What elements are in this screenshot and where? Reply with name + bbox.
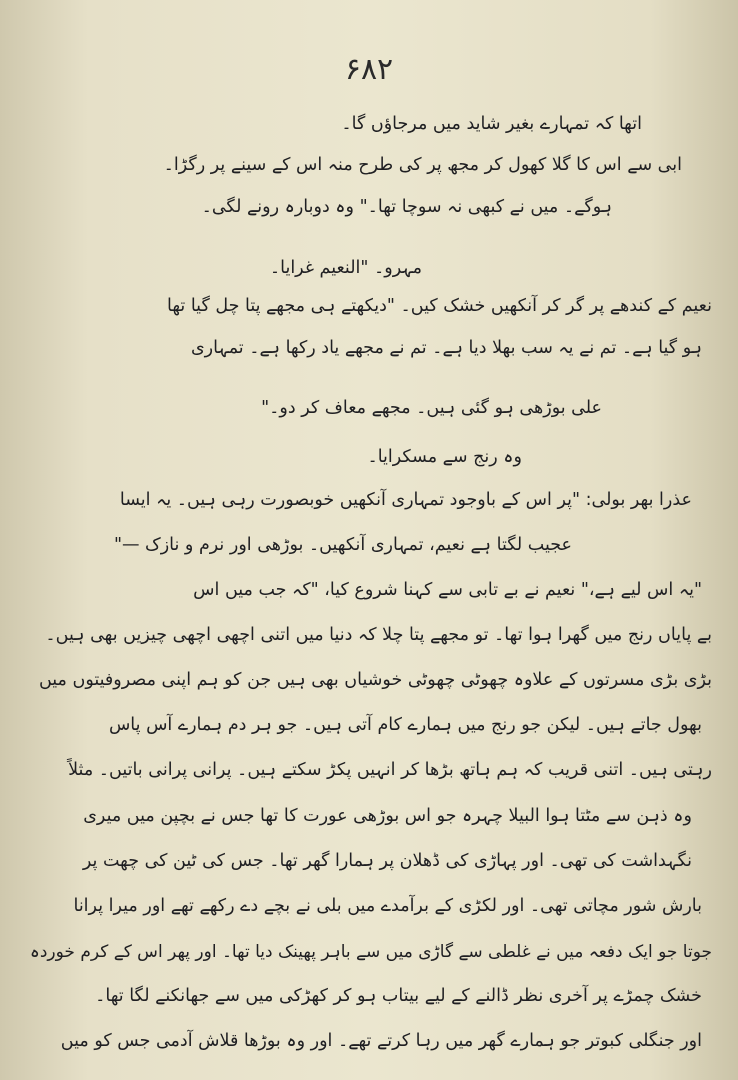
text-line: نعیم کے کندھے پر گر کر آنکھیں خشک کیں۔ "دیکھتے ہی مجھے پتا چل گیا تھا	[167, 296, 712, 316]
text-line: بے پایاں رنج میں گھرا ہوا تھا۔ تو مجھے پتا چلا کہ دنیا میں اتنی اچھی اچھی چیزیں بھی ہیں۔	[45, 625, 712, 645]
text-line: ہوگے۔ میں نے کبھی نہ سوچا تھا۔" وہ دوبارہ رونے لگی۔	[201, 197, 612, 217]
text-line: عجیب لگتا ہے نعیم، تمہاری آنکھیں۔ بوڑھی اور نرم و نازک —"	[113, 535, 572, 555]
text-line: خشک چمڑے پر آخری نظر ڈالنے کے لیے بیتاب ہو کر کھڑکی میں سے جھانکنے لگا تھا۔	[95, 986, 702, 1006]
text-line: رہتی ہیں۔ اتنی قریب کہ ہم ہاتھ بڑھا کر انہیں پکڑ سکتے ہیں۔ پرانی پرانی باتیں۔ مثلاً	[68, 760, 712, 780]
text-line: وہ رنج سے مسکرایا۔	[367, 447, 522, 467]
text-line: مہرو۔ "النعیم غرایا۔	[269, 258, 422, 278]
page-number: ۶۸۲	[344, 52, 394, 87]
text-line: بڑی بڑی مسرتوں کے علاوہ چھوٹی چھوٹی خوشیاں بھی ہیں جن کو ہم اپنی مصروفیتوں میں	[38, 670, 712, 690]
text-line: اتھا کہ تمہارے بغیر شاید میں مرجاؤں گا۔	[341, 114, 642, 134]
text-line: ہو گیا ہے۔ تم نے یہ سب بھلا دیا ہے۔ تم نے مجھے یاد رکھا ہے۔ تمہاری	[190, 338, 702, 358]
text-line: جوتا جو ایک دفعہ میں نے غلطی سے گاڑی میں سے باہر پھینک دیا تھا۔ اور پھر اس کے کرم خوردہ	[29, 942, 712, 962]
text-line: نگہداشت کی تھی۔ اور پہاڑی کی ڈھلان پر ہمارا گھر تھا۔ جس کی ٹین کی چھت پر	[82, 851, 692, 871]
text-line: عذرا بھر بولی: "پر اس کے باوجود تمہاری آنکھیں خوبصورت رہی ہیں۔ یہ ایسا	[119, 490, 692, 510]
text-line: وہ ذہن سے مٹتا ہوا البیلا چہرہ جو اس بوڑھی عورت کا تھا جس نے بچپن میں میری	[83, 806, 692, 826]
text-line: اور جنگلی کبوتر جو ہمارے گھر میں رہا کرتے تھے۔ اور وہ بوڑھا قلاش آدمی جس کو میں	[60, 1031, 702, 1051]
text-line: "یہ اس لیے ہے،" نعیم نے بے تابی سے کہنا شروع کیا، "کہ جب میں اس	[193, 580, 702, 600]
text-line: بارش شور مچاتی تھی۔ اور لکڑی کے برآمدے میں بلی نے بچے دے رکھے تھے اور میرا پرانا	[73, 896, 702, 916]
text-line: ابی سے اس کا گلا کھول کر مجھ پر کی طرح منہ اس کے سینے پر رگڑا۔	[163, 155, 682, 175]
text-line: بھول جاتے ہیں۔ لیکن جو رنج میں ہمارے کام آتی ہیں۔ جو ہر دم ہمارے آس پاس	[108, 715, 702, 735]
text-line: علی بوڑھی ہو گئی ہیں۔ مجھے معاف کر دو۔"	[261, 398, 602, 418]
